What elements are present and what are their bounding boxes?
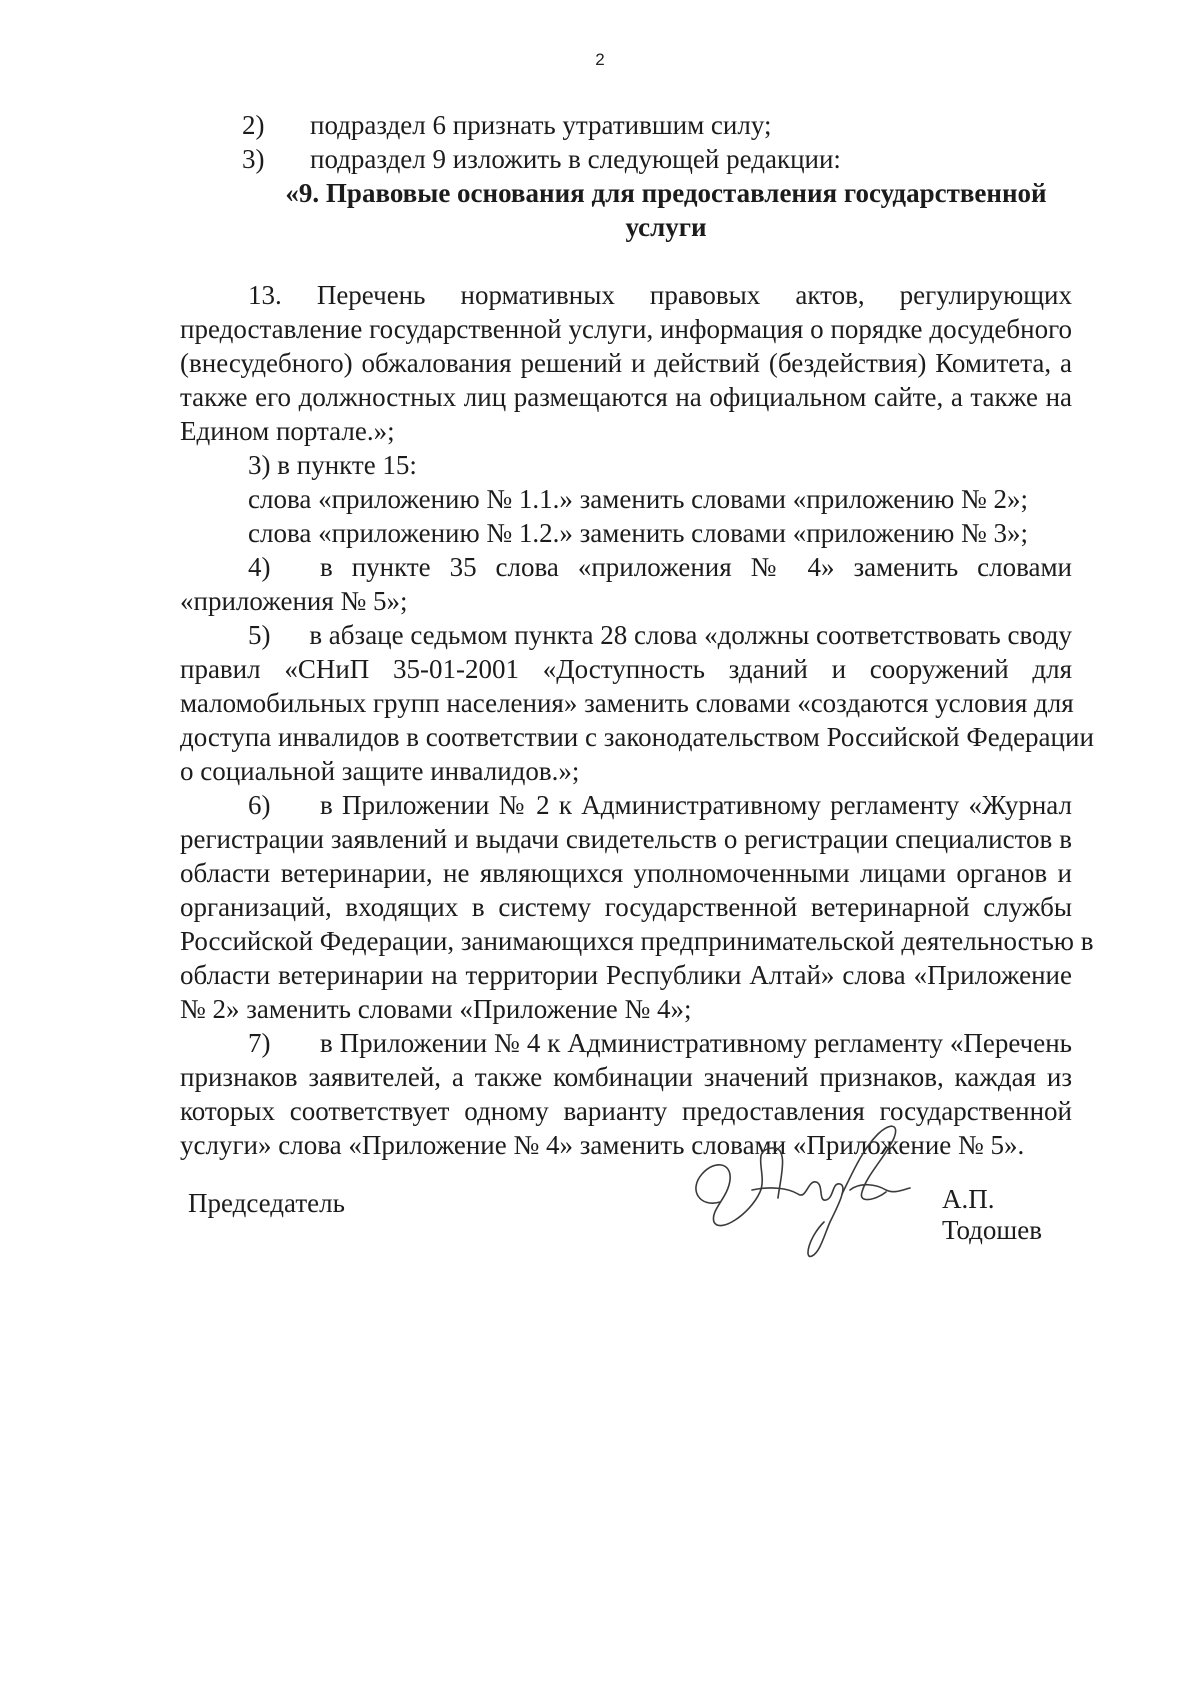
list-item-text: подраздел 9 изложить в следующей редакции: <box>310 144 841 174</box>
list-item-number: 7) <box>248 1028 271 1058</box>
list-item-number: 6) <box>248 790 271 820</box>
paragraph-line: организаций, входящих в систему государственной ветеринарной службы <box>180 892 1072 922</box>
paragraph-line: признаков заявителей, а также комбинации значений признаков, каждая из <box>180 1062 1072 1092</box>
document-body <box>180 108 1094 1162</box>
section-heading-line: «9. Правовые основания для предоставления государственной <box>285 178 1047 208</box>
paragraph-line: предоставление государственной услуги, информация о порядке досудебного <box>180 314 1072 344</box>
paragraph-line: также его должностных лиц размещаются на официальном сайте, а также на <box>180 382 1072 412</box>
paragraph-line: области ветеринарии на территории Республики Алтай» слова «Приложение <box>180 960 1072 990</box>
paragraph-line: слова «приложению № 1.1.» заменить словами «приложению № 2»; <box>248 484 1029 514</box>
paragraph-line: слова «приложению № 1.2.» заменить словами «приложению № 3»; <box>248 518 1029 548</box>
list-item-number: 2) <box>242 110 265 140</box>
list-item-number: 4) <box>248 552 271 582</box>
paragraph-line: в Приложении № 2 к Административному регламенту «Журнал <box>320 790 1072 820</box>
paragraph-line: области ветеринарии, не являющихся уполномоченными лицами органов и <box>180 858 1072 888</box>
paragraph-line: услуги» слова «Приложение № 4» заменить словами «Приложение № 5». <box>180 1130 1025 1160</box>
paragraph-line: Российской Федерации, занимающихся предпринимательской деятельностью в <box>180 926 1094 956</box>
paragraph-line: о социальной защите инвалидов.»; <box>180 756 580 786</box>
paragraph-line: регистрации заявлений и выдачи свидетельств о регистрации специалистов в <box>180 824 1072 854</box>
paragraph-line: в Приложении № 4 к Административному регламенту «Перечень <box>320 1028 1072 1058</box>
point-15-block <box>180 448 1072 550</box>
paragraph-line: № 2» заменить словами «Приложение № 4»; <box>180 994 692 1024</box>
list-item-text: подраздел 6 признать утратившим силу; <box>310 110 772 140</box>
handwritten-signature <box>680 1110 940 1260</box>
paragraph-line: «приложения № 5»; <box>180 586 408 616</box>
paragraph-line: правил «СНиП 35-01-2001 «Доступность зданий и сооружений для <box>180 654 1072 684</box>
list-item-6 <box>180 788 1094 1026</box>
paragraph-line: в абзаце седьмом пункта 28 слова «должны соответствовать своду <box>309 620 1072 650</box>
paragraph-line: маломобильных групп населения» заменить словами «создаются условия для <box>180 688 1074 718</box>
paragraph-line: в пункте 35 слова «приложения № 4» заменить словами <box>320 552 1072 582</box>
list-item-2 <box>180 108 1072 142</box>
list-item-3 <box>180 142 1072 176</box>
list-item-number: 5) <box>248 620 271 650</box>
list-item-number: 3) <box>242 144 265 174</box>
signatory-title: Председатель <box>188 1188 345 1218</box>
paragraph-line: (внесудебного) обжалования решений и действий (бездействия) Комитета, а <box>180 348 1072 378</box>
section-heading-line: услуги <box>625 212 707 242</box>
paragraph-line: Едином портале.»; <box>180 416 395 446</box>
paragraph-line: доступа инвалидов в соответствии с законодательством Российской Федерации <box>180 722 1094 752</box>
signature-block <box>180 1148 1080 1268</box>
signatory-name: А.П. Тодошев <box>942 1184 1042 1245</box>
paragraph-13 <box>180 278 1072 448</box>
list-item-4 <box>180 550 1072 618</box>
paragraph-line: 13. Перечень нормативных правовых актов, регулирующих <box>248 280 1072 310</box>
paragraph-line: 3) в пункте 15: <box>248 450 417 480</box>
section-heading <box>180 176 1072 244</box>
paragraph-line: которых соответствует одному варианту предоставления государственной <box>180 1096 1072 1126</box>
list-item-5 <box>180 618 1094 788</box>
page-number: 2 <box>595 50 605 69</box>
